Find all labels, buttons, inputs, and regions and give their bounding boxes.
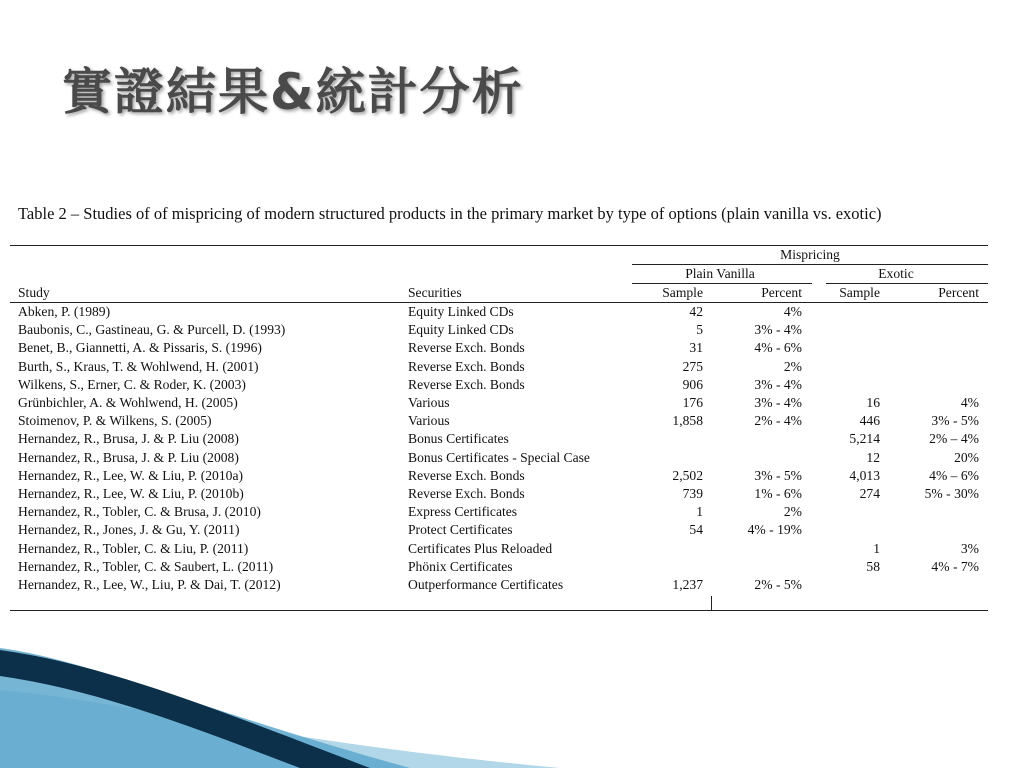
header-pv-sample: Sample [662, 285, 703, 300]
cell-pv-sample: 5 [696, 322, 703, 338]
cell-ex-sample: 274 [859, 486, 880, 501]
header-ex-sample: Sample [839, 285, 880, 300]
cell-study: Hernandez, R., Brusa, J. & P. Liu (2008) [18, 449, 239, 465]
cell-pv-sample: 31 [689, 340, 703, 356]
cell-study: Wilkens, S., Erner, C. & Roder, K. (2003) [18, 376, 246, 392]
cell-ex-percent: 4% - 7% [931, 558, 979, 574]
cell-pv-percent: 4% - 6% [754, 340, 802, 356]
cell-ex-sample: 1 [873, 540, 880, 556]
cell-pv-sample: 1,237 [672, 577, 703, 592]
cell-ex-sample: 12 [866, 449, 880, 465]
cell-ex-percent: 3% [960, 540, 979, 556]
cell-ex-percent: 5% - 30% [924, 486, 979, 501]
cell-securities: Reverse Exch. Bonds [408, 467, 525, 483]
table-caption: Table 2 – Studies of of mispricing of modern structured products in the primary market by type of options (plain vanilla vs. exotic) [18, 204, 882, 223]
cell-ex-sample: 446 [859, 413, 880, 429]
header-mispricing: Mispricing [780, 247, 840, 262]
cell-securities: Certificates Plus Reloaded [408, 540, 553, 556]
cell-ex-percent: 3% - 5% [931, 413, 979, 429]
cell-pv-sample: 906 [682, 376, 703, 392]
header-securities: Securities [408, 285, 462, 300]
cell-ex-sample: 5,214 [849, 431, 880, 447]
cell-study: Hernandez, R., Jones, J. & Gu, Y. (2011) [18, 522, 240, 538]
cell-ex-percent: 4% [960, 395, 979, 410]
cell-ex-percent: 4% – 6% [929, 467, 979, 483]
cell-study: Benet, B., Giannetti, A. & Pissaris, S. (1996) [18, 340, 262, 356]
cell-pv-percent: 4% - 19% [747, 522, 802, 538]
cell-study: Hernandez, R., Tobler, C. & Liu, P. (2011) [18, 540, 249, 556]
cell-pv-percent: 4% [783, 304, 802, 319]
cell-securities: Protect Certificates [408, 522, 513, 538]
header-plain-vanilla: Plain Vanilla [685, 266, 755, 281]
cell-pv-sample: 1,858 [672, 413, 703, 429]
cell-study: Hernandez, R., Tobler, C. & Brusa, J. (2010) [18, 504, 261, 520]
cell-securities: Equity Linked CDs [408, 322, 514, 338]
cell-study: Hernandez, R., Brusa, J. & P. Liu (2008) [18, 431, 239, 447]
cell-pv-sample: 176 [682, 395, 703, 410]
cell-pv-percent: 3% - 4% [754, 376, 802, 392]
cell-ex-sample: 58 [866, 558, 880, 574]
cell-study: Hernandez, R., Lee, W., Liu, P. & Dai, T. (2012) [18, 577, 281, 592]
cell-ex-sample: 4,013 [849, 467, 880, 483]
cell-ex-percent: 20% [954, 449, 979, 465]
cell-pv-sample: 2,502 [672, 467, 703, 483]
cell-pv-percent: 3% - 4% [754, 322, 802, 338]
cell-securities: Various [408, 395, 450, 410]
cell-study: Abken, P. (1989) [18, 304, 111, 319]
cell-securities: Bonus Certificates - Special Case [408, 449, 590, 465]
cell-study: Baubonis, C., Gastineau, G. & Purcell, D. (1993) [18, 322, 286, 338]
cell-pv-percent: 2% - 4% [754, 413, 802, 429]
cell-securities: Equity Linked CDs [408, 304, 514, 319]
cell-pv-sample: 42 [689, 304, 703, 319]
cell-securities: Outperformance Certificates [408, 577, 564, 592]
header-pv-percent: Percent [761, 285, 802, 300]
cell-securities: Reverse Exch. Bonds [408, 340, 525, 356]
cell-securities: Bonus Certificates [408, 431, 509, 447]
cell-study: Grünbichler, A. & Wohlwend, H. (2005) [18, 395, 238, 410]
cell-securities: Reverse Exch. Bonds [408, 486, 525, 501]
cell-study: Burth, S., Kraus, T. & Wohlwend, H. (2001) [18, 358, 259, 374]
header-study: Study [18, 285, 50, 300]
cell-pv-sample: 54 [689, 522, 703, 538]
cell-study: Hernandez, R., Lee, W. & Liu, P. (2010b) [18, 486, 244, 501]
header-ex-percent: Percent [938, 285, 979, 300]
cell-securities: Express Certificates [408, 504, 518, 520]
cell-pv-percent: 1% - 6% [754, 486, 802, 501]
cell-pv-percent: 3% - 5% [754, 467, 802, 483]
cell-pv-sample: 1 [696, 504, 703, 520]
cell-ex-percent: 2% – 4% [929, 431, 979, 447]
cell-pv-percent: 2% [783, 358, 802, 374]
cell-securities: Reverse Exch. Bonds [408, 376, 525, 392]
cell-pv-sample: 739 [682, 486, 703, 501]
cell-pv-percent: 3% - 4% [754, 395, 802, 410]
cell-pv-percent: 2% [783, 504, 802, 520]
header-exotic: Exotic [878, 266, 914, 281]
cell-securities: Various [408, 413, 450, 429]
cell-pv-percent: 2% - 5% [754, 577, 802, 592]
cell-pv-sample: 275 [682, 358, 703, 374]
cell-securities: Reverse Exch. Bonds [408, 358, 525, 374]
slide-title: 實證結果&統計分析 [62, 63, 524, 121]
cell-securities: Phönix Certificates [408, 558, 513, 574]
cell-study: Hernandez, R., Tobler, C. & Saubert, L. (2011) [18, 558, 274, 574]
cell-ex-sample: 16 [866, 395, 880, 410]
cell-study: Stoimenov, P. & Wilkens, S. (2005) [18, 413, 212, 429]
cell-study: Hernandez, R., Lee, W. & Liu, P. (2010a) [18, 467, 243, 483]
